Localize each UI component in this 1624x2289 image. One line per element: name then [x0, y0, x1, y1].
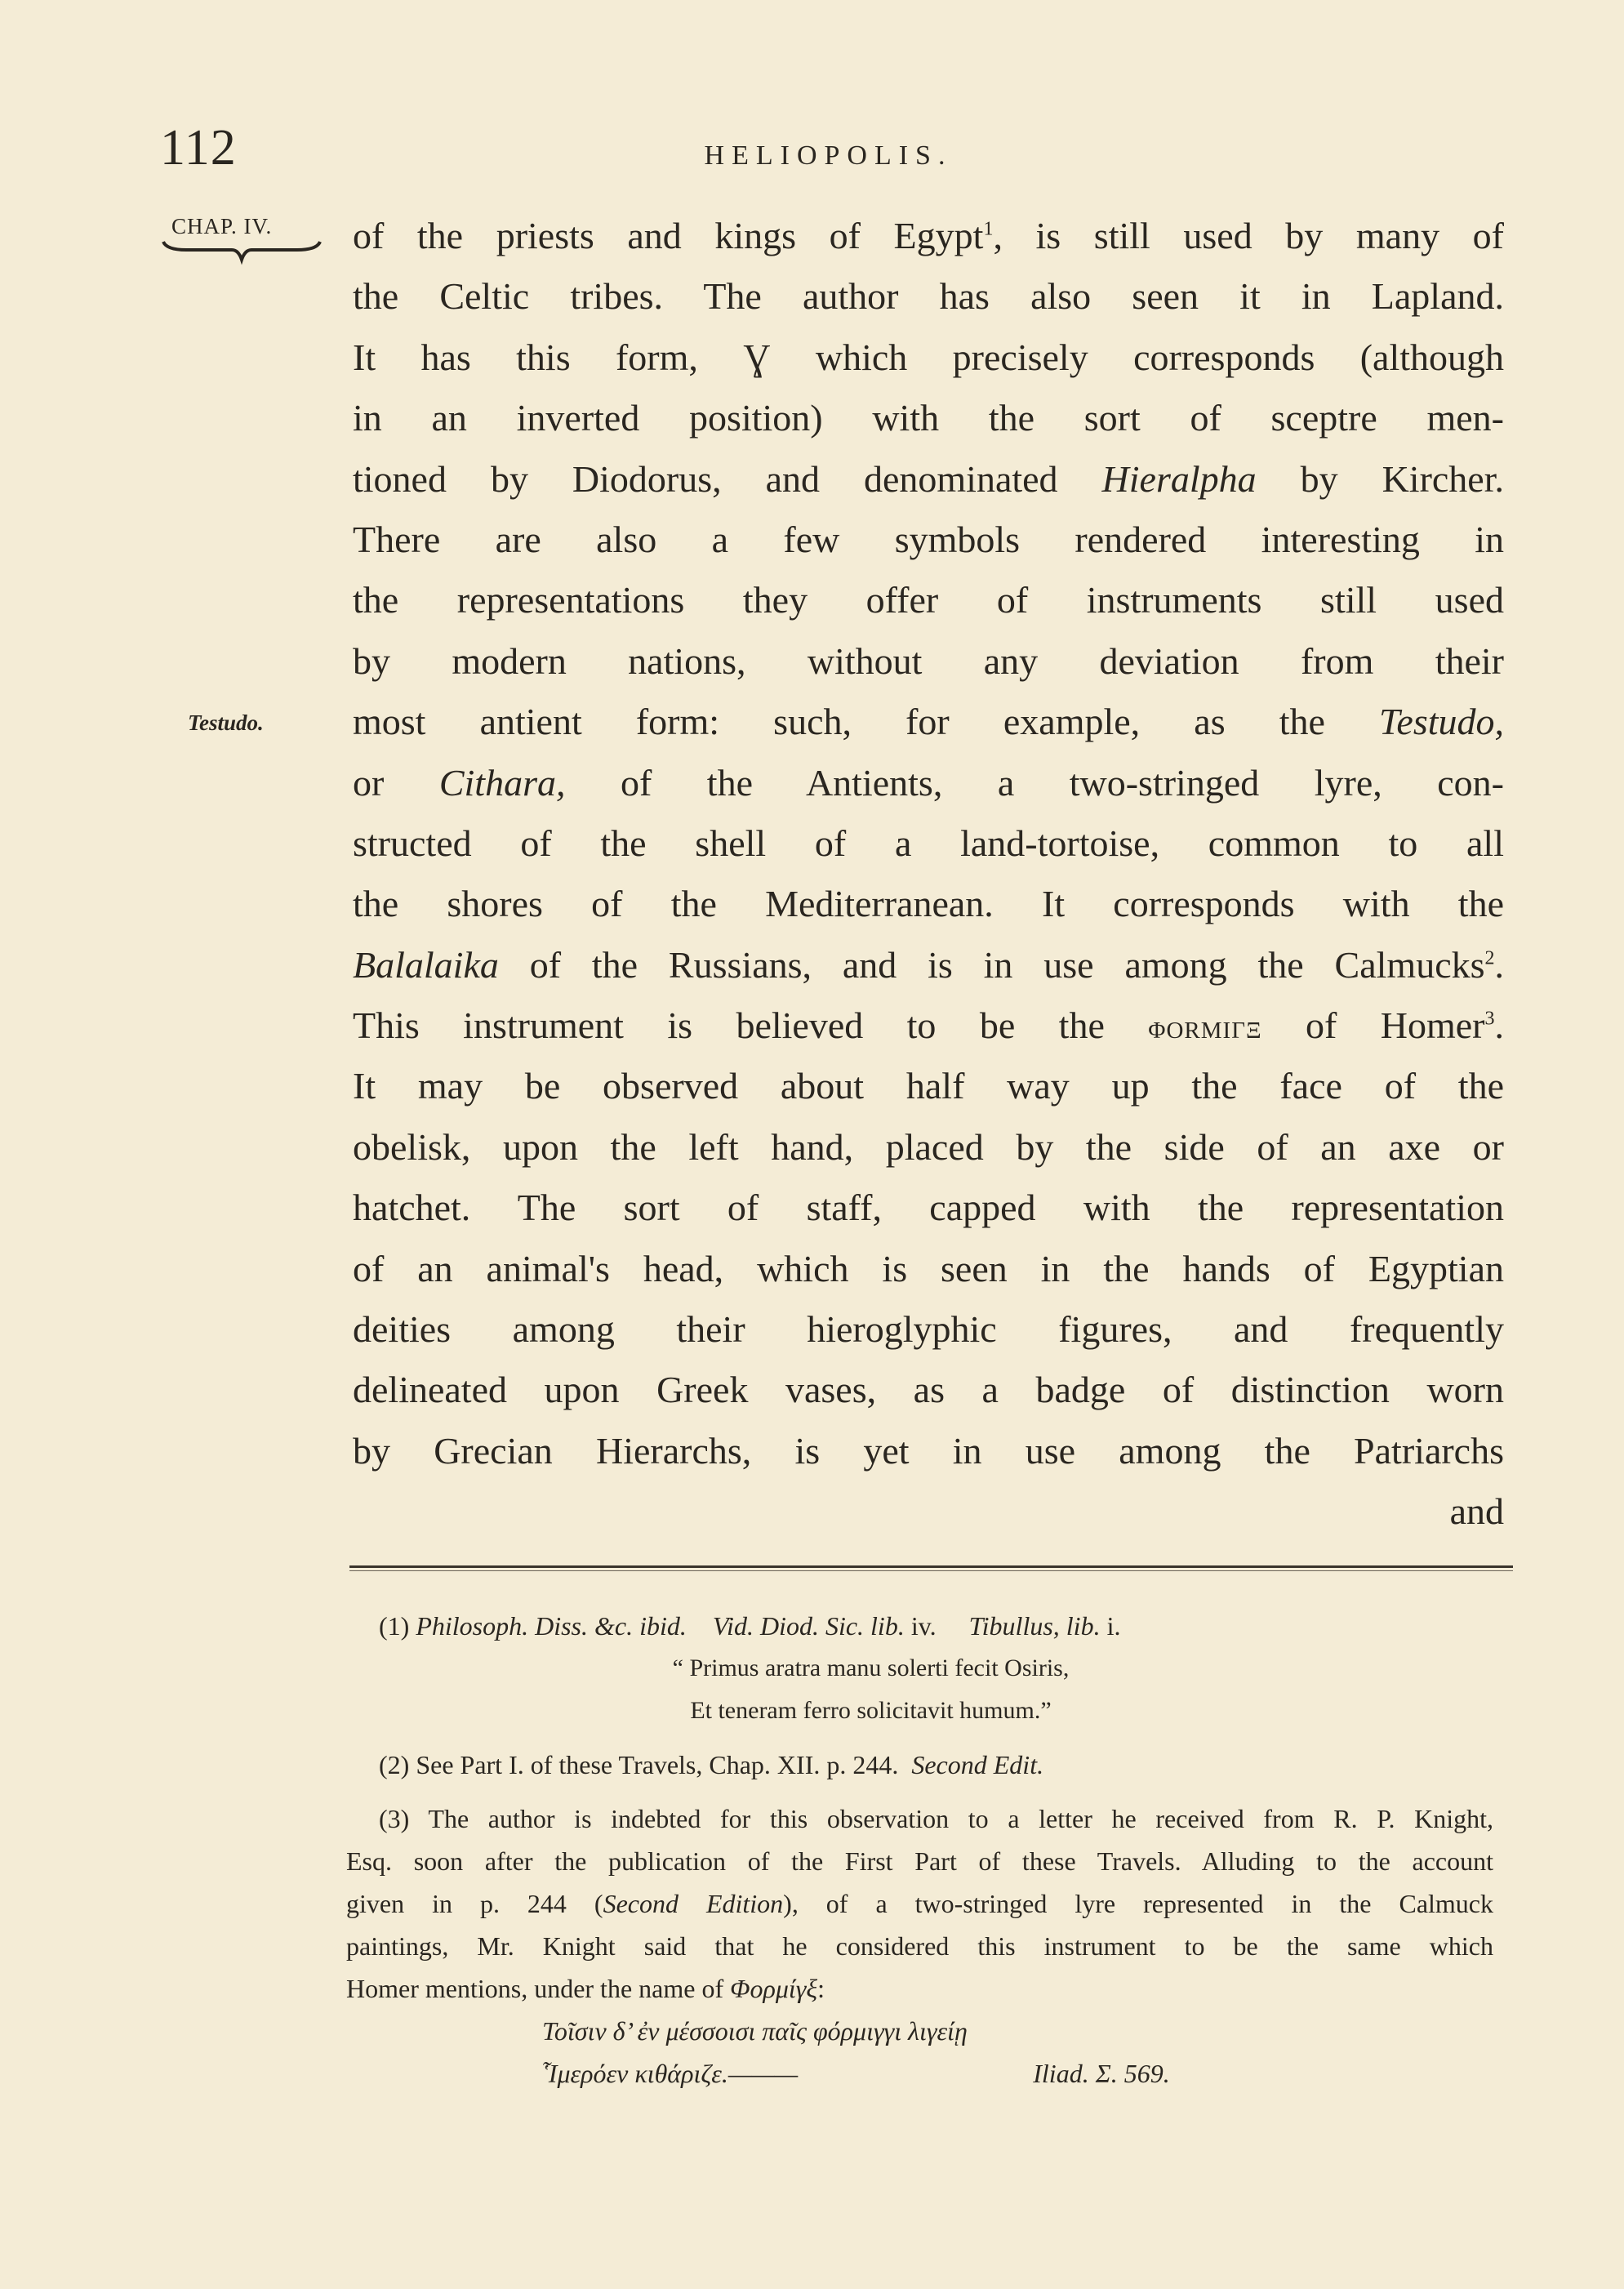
greek-verse-2: Ἷμερόεν κιθάριζε.——— Iliad. Σ. 569.: [346, 2052, 1493, 2095]
staff-symbol-icon: Ɣ: [743, 336, 771, 378]
chapter-marker: CHAP. IV.: [171, 214, 273, 238]
text-line: in an inverted position) with the sort of sceptre men-: [353, 397, 1504, 439]
text-line: This instrument is believed to be the ΦORMIΓΞ of Homer$^3$.: [353, 1004, 1504, 1047]
text-line: or Cithara, of the Antients, a two-stringed lyre, con-: [353, 761, 1505, 804]
catchword: and: [1449, 1490, 1504, 1533]
text-line: deities among their hieroglyphic figures, and frequently: [353, 1308, 1504, 1351]
text-line: the representations they offer of instruments still used: [353, 579, 1504, 621]
text-line: delineated upon Greek vases, as a badge of distinction worn: [353, 1369, 1504, 1411]
text-line: tioned by Diodorus, and denominated Hieralpha by Kircher.: [353, 457, 1505, 500]
footnote-3-line: Esq. soon after the publication of the First Part of these Travels. Alluding to the account: [346, 1846, 1493, 1876]
footnote-3-line: Homer mentions, under the name of Φορμίγξ:: [346, 1974, 825, 2003]
iliad-reference: Iliad. Σ. 569.: [1033, 2059, 1170, 2088]
footnote-rule: [349, 1565, 1513, 1568]
footnotes: [346, 1605, 1493, 2095]
text-line: by Grecian Hierarchs, is yet in use among the Patriarchs: [353, 1429, 1504, 1472]
text-line: hatchet. The sort of staff, capped with the representation: [353, 1187, 1504, 1229]
footnote-3-line: given in p. 244 (Second Edition), of a two-stringed lyre represented in the Calmuck: [346, 1889, 1494, 1918]
side-note-testudo: Testudo.: [188, 710, 264, 735]
page-number: 112: [160, 120, 237, 176]
text-line: It has this form, Ɣ which precisely corresponds (although: [353, 336, 1505, 378]
text-line: the shores of the Mediterranean. It corresponds with the: [353, 883, 1504, 925]
text-line: of an animal's head, which is seen in the hands of Egyptian: [353, 1247, 1504, 1289]
text-line: structed of the shell of a land-tortoise, common to all: [353, 822, 1504, 864]
text-line: There are also a few symbols rendered interesting in: [353, 518, 1504, 560]
text-line: most antient form: such, for example, as the Testudo,: [353, 701, 1505, 743]
text-line: Balalaika of the Russians, and is in use among the Calmucks$^2$.: [353, 943, 1505, 986]
chapter-brace-icon: [162, 238, 322, 271]
footnote-1-quote: “ Primus aratra manu solerti fecit Osiris,: [672, 1654, 1070, 1681]
text-line: It may be observed about half way up the face of the: [353, 1065, 1504, 1107]
main-text: [353, 206, 1504, 1543]
text-line: by modern nations, without any deviation from their: [353, 639, 1504, 682]
footnote-3: (3) The author is indebted for this observation to a letter he received from R. P. Knight,: [379, 1804, 1494, 1833]
footnote-1: (1) Philosoph. Diss. &c. ibid. Vid. Diod. Sic. lib. iv. Tibullus, lib. i.: [379, 1611, 1121, 1641]
footnote-2: (2) See Part I. of these Travels, Chap. XII. p. 244. Second Edit.: [379, 1750, 1044, 1779]
text-line: the Celtic tribes. The author has also seen it in Lapland.: [353, 275, 1504, 318]
footnote-3-line: paintings, Mr. Knight said that he considered this instrument to be the same which: [346, 1931, 1493, 1961]
greek-verse-1: Τοῖσιν δ’ ἐν μέσσοισι παῖς φόρμιγγι λιγείῃ: [542, 2016, 968, 2046]
text-line: obelisk, upon the left hand, placed by the side of an axe or: [353, 1125, 1504, 1168]
text-line: of the priests and kings of Egypt$^1$, is still used by many of: [353, 215, 1504, 256]
footnote-1-quote: Et teneram ferro solicitavit humum.”: [690, 1697, 1052, 1724]
running-title: HELIOPOLIS.: [704, 140, 953, 171]
footnote-rule-thin: [349, 1570, 1513, 1571]
